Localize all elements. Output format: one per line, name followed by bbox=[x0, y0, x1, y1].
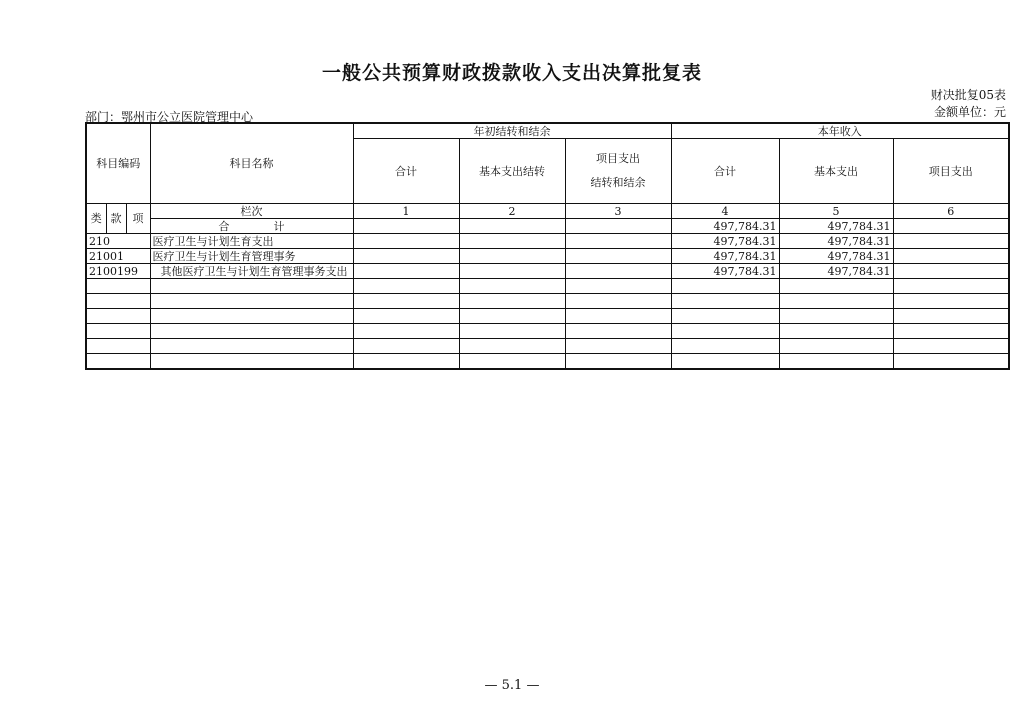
department-label: 部门：鄂州市公立医院管理中心 bbox=[85, 110, 254, 124]
header-row-1 bbox=[86, 123, 1009, 139]
row-code: 210 bbox=[86, 234, 150, 249]
item-header: 项 bbox=[126, 204, 150, 234]
col-no-1: 1 bbox=[353, 204, 459, 219]
subject-code-header: 科目编码 bbox=[86, 123, 150, 204]
form-code: 财决批复05表 bbox=[930, 88, 1006, 102]
project-carry-line2: 结转和结余 bbox=[590, 176, 646, 189]
col-no-2: 2 bbox=[459, 204, 565, 219]
project-carry-header bbox=[565, 139, 671, 204]
row-code: 2100199 bbox=[86, 264, 150, 279]
empty-row bbox=[86, 324, 1009, 339]
col-no-5: 5 bbox=[779, 204, 893, 219]
total-cell-2 bbox=[459, 219, 565, 234]
row-name: 医疗卫生与计划生育支出 bbox=[150, 234, 353, 249]
table-row bbox=[86, 249, 1009, 264]
total-cell-4: 497,784.31 bbox=[671, 219, 779, 234]
total-cell-5: 497,784.31 bbox=[779, 219, 893, 234]
project-carry-line1: 项目支出 bbox=[596, 152, 640, 165]
section-header: 款 bbox=[106, 204, 126, 234]
col-no-4: 4 bbox=[671, 204, 779, 219]
column-no-label: 栏次 bbox=[150, 204, 353, 219]
current-income-group-header: 本年收入 bbox=[671, 123, 1009, 139]
column-number-row bbox=[86, 204, 1009, 219]
table-row bbox=[86, 264, 1009, 279]
row-value-4: 497,784.31 bbox=[671, 264, 779, 279]
class-header: 类 bbox=[86, 204, 106, 234]
page-number: — 5.1 — bbox=[484, 678, 540, 693]
row-value-5: 497,784.31 bbox=[779, 249, 893, 264]
empty-row bbox=[86, 339, 1009, 354]
empty-row bbox=[86, 354, 1009, 370]
basic-carry-header: 基本支出结转 bbox=[459, 139, 565, 204]
current-total-header: 合计 bbox=[671, 139, 779, 204]
col-no-3: 3 bbox=[565, 204, 671, 219]
row-value-4: 497,784.31 bbox=[671, 249, 779, 264]
row-value-5: 497,784.31 bbox=[779, 234, 893, 249]
subject-name-header: 科目名称 bbox=[150, 123, 353, 204]
total-label: 合 计 bbox=[150, 219, 353, 234]
total-row bbox=[86, 219, 1009, 234]
amount-unit: 金额单位：元 bbox=[933, 105, 1006, 119]
row-value-4: 497,784.31 bbox=[671, 234, 779, 249]
empty-row bbox=[86, 294, 1009, 309]
total-cell-3 bbox=[565, 219, 671, 234]
report-title: 一般公共预算财政拨款收入支出决算批复表 bbox=[321, 62, 702, 84]
row-name: 其他医疗卫生与计划生育管理事务支出 bbox=[150, 264, 353, 279]
current-basic-header: 基本支出 bbox=[779, 139, 893, 204]
col-no-6: 6 bbox=[893, 204, 1009, 219]
total-cell-1 bbox=[353, 219, 459, 234]
empty-row bbox=[86, 279, 1009, 294]
current-project-header: 项目支出 bbox=[893, 139, 1009, 204]
approval-table bbox=[85, 122, 1010, 370]
table-row bbox=[86, 234, 1009, 249]
row-value-5: 497,784.31 bbox=[779, 264, 893, 279]
row-name: 医疗卫生与计划生育管理事务 bbox=[150, 249, 353, 264]
total-cell-6 bbox=[893, 219, 1009, 234]
row-code: 21001 bbox=[86, 249, 150, 264]
opening-total-header: 合计 bbox=[353, 139, 459, 204]
opening-balance-group-header: 年初结转和结余 bbox=[353, 123, 671, 139]
empty-row bbox=[86, 309, 1009, 324]
